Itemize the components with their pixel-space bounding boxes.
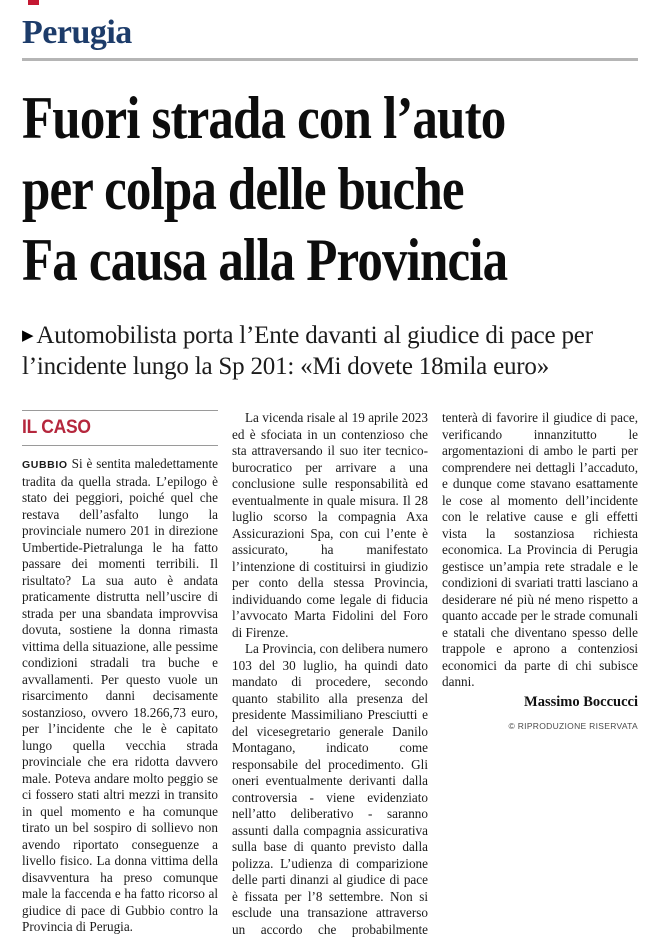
article-paragraph: La vicenda risale al 19 aprile 2023 ed è sfociata in un contenzioso che sta attraversando il suo iter tecnico-burocratico per arrivare a una conclusione sulle responsabilità ed eventualmente in quale misura. Il 28 luglio scorso la compagnia Axa Assicurazioni Spa, con cui l’ente è assicurato, ha manifestato l’intenzione di costituirsi in giudizio per conto della stessa Provincia, individuando come legale di fiducia l’avvocato Marta Fidolini del Foro di Firenze.: [232, 410, 428, 640]
copyright-notice: © RIPRODUZIONE RISERVATA: [508, 720, 638, 731]
headline-line-3: Fa causa alla Provincia: [22, 227, 508, 293]
byline: Massimo Boccucci: [524, 693, 638, 710]
red-corner-marker: [28, 0, 39, 5]
article-paragraph: [22, 456, 218, 936]
article-body: [22, 410, 638, 946]
section-label: Perugia: [22, 14, 132, 51]
article-headline: [22, 83, 638, 296]
paragraph-text: Si è sentita maledettamente tradita da quella strada. L’epilogo è stato dei peggiori, poiché quel che restava dell’asfalto lungo la provinciale numero 201 in direzione Umbertide-Pietralunga le ha fatto passare dei momenti terribili. Il risultato? La sua auto è andata praticamente distrutta nell’uscire di strada per una sbandata improvvisa dovuta, sostiene la donna rimasta vittima della situazione, alle pessime condizioni stradali tra buche e avvallamenti. Per questo vuole un risarcimento danni decisamente sostanzioso, ovvero 18.266,73 euro, per l’incidente che le è capitato lungo quella vecchia strada provinciale che era ridotta davvero male. Poteva andare molto peggio se ci fossero stati altri mezzi in transito in quel momento e ha comunque tirato un bel sospiro di sollievo non avendo riportato conseguenze a livello fisico. La donna vittima della disavventura ha preso comunque male la faccenda e ha fatto ricorso al giudice di pace di Gubbio contro la Provincia di Perugia.: [22, 456, 218, 934]
kicker-block: [22, 410, 218, 446]
dateline: GUBBIO: [22, 459, 68, 471]
standfirst-text: Automobilista porta l’Ente davanti al giudice di pace per l’incidente lungo la Sp 201: «Mi dovete 18mila euro»: [22, 322, 593, 380]
headline-line-2: per colpa delle buche: [22, 156, 464, 222]
headline-line-1: Fuori strada con l’auto: [22, 85, 506, 151]
article-paragraph: La Provincia, con delibera numero 103 del 30 luglio, ha quindi dato mandato di procedere, secondo quanto stabilito alla presenza del presidente Massimiliano Presciutti e del vicesegretario generale Danilo Montagano, indicato come responsabile del procedimento. Gli oneri eventualmente derivanti dalla controversia - viene evidenziato nell’atto deliberativo - saranno assunti dalla compagnia assicurativa sulla base di quanto previsto dalla polizza. L’udienza di comparizione delle parti dinanzi al giudice di pace è fissata per l’8 settembre. Non si esclude una transazione attraverso un accordo che probabilmente tenterà di favorire il giudice di pace, verificando innanzitutto le argomentazioni di ambo le parti per comprendere nei dettagli l’accaduto, e dunque come stavano esattamente le cose al momento dell’incidente con le relative cause e gli effetti vista la sostanziosa richiesta economica. La Provincia di Perugia gestisce un’ampia rete stradale e le condizioni di svariati tratti lasciano a desiderare né più né meno rispetto a quanto accade per le strade comunali e statali che diventano spesso delle trappole e aprono a contenziosi economici da parte di chi subisce danni.: [232, 410, 638, 937]
section-divider: [22, 58, 638, 61]
triangle-bullet-icon: ▶: [22, 326, 34, 344]
standfirst: [22, 320, 628, 382]
kicker-rule-bottom: [22, 445, 218, 446]
kicker-label: IL CASO: [22, 417, 91, 438]
